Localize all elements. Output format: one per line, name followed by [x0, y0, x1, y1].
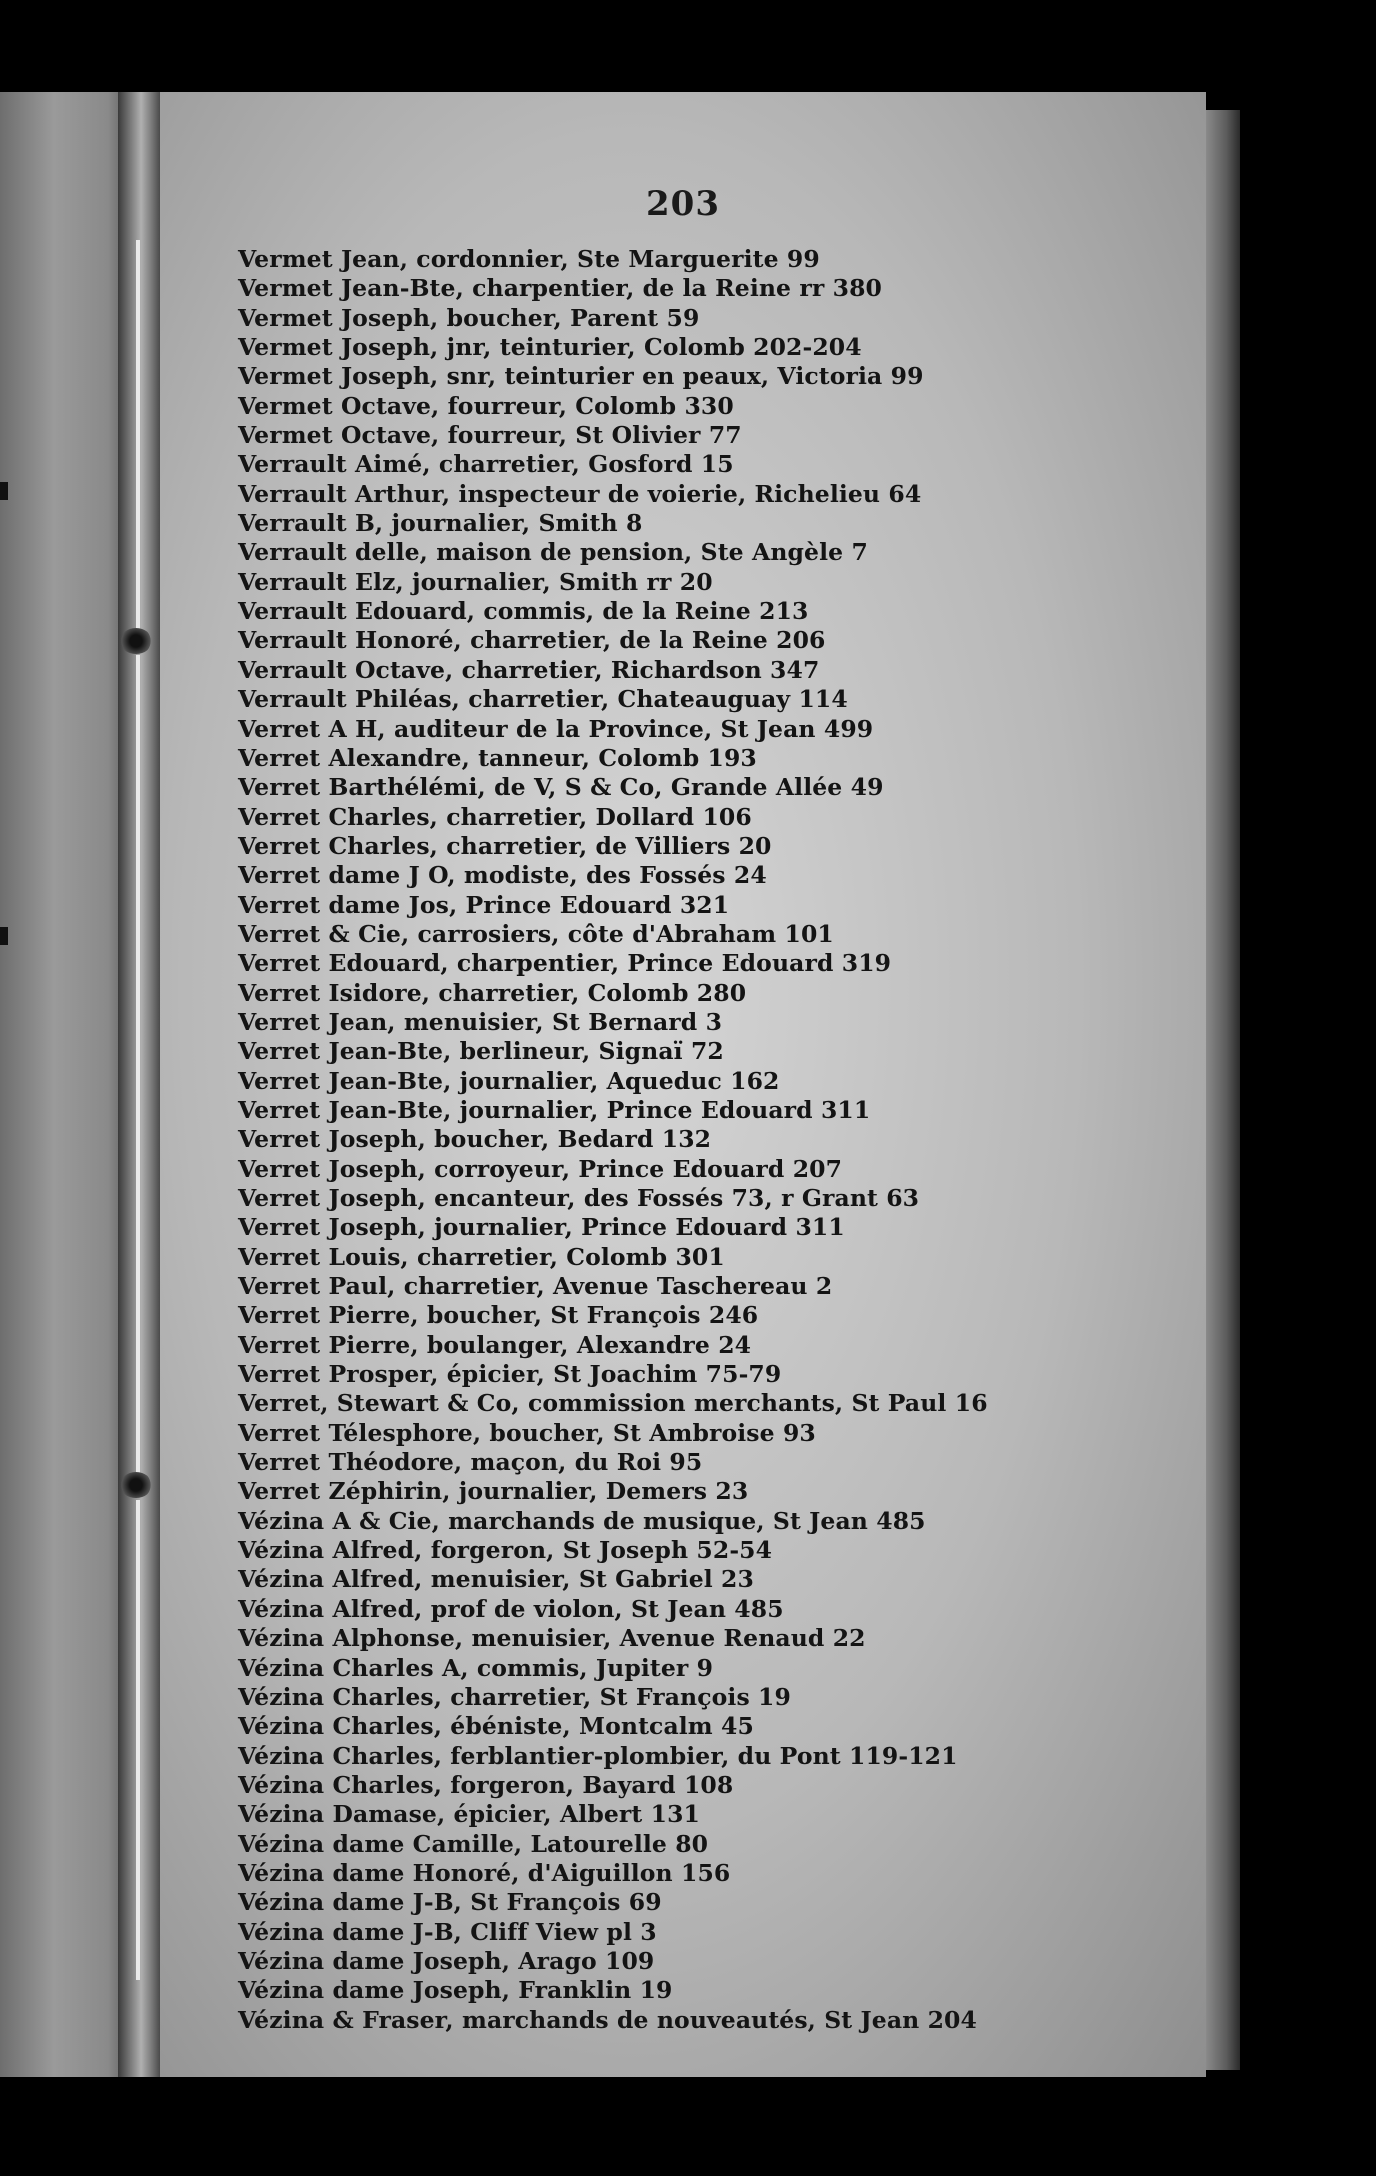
- directory-entry: Verret dame Jos, Prince Edouard 321: [238, 890, 730, 919]
- directory-entry: Vézina A & Cie, marchands de musique, St Jean 485: [238, 1506, 926, 1535]
- directory-entry: Verret Théodore, maçon, du Roi 95: [238, 1448, 703, 1477]
- directory-entry: Vézina Alfred, menuisier, St Gabriel 23: [238, 1565, 754, 1594]
- directory-entry: Verret Paul, charretier, Avenue Taschereau 2: [238, 1272, 833, 1301]
- directory-entry: Verrault Octave, charretier, Richardson 347: [238, 655, 820, 684]
- directory-entry: Vézina Charles, forgeron, Bayard 108: [238, 1770, 734, 1799]
- directory-entry: Vermet Jean-Bte, charpentier, de la Reine rr 380: [238, 274, 882, 303]
- directory-entry: Vézina Charles A, commis, Jupiter 9: [238, 1653, 714, 1682]
- directory-entry: Verrault Edouard, commis, de la Reine 213: [238, 597, 809, 626]
- directory-entry: Vézina Damase, épicier, Albert 131: [238, 1800, 700, 1829]
- directory-entry: Vézina dame Honoré, d'Aiguillon 156: [238, 1858, 731, 1887]
- directory-entry: Vézina dame Joseph, Franklin 19: [238, 1976, 673, 2005]
- facing-page-mark: [0, 927, 8, 945]
- binding-knot: [120, 1472, 152, 1498]
- directory-entry: Verret Jean-Bte, journalier, Prince Edouard 311: [238, 1095, 871, 1124]
- directory-entry: Verret Edouard, charpentier, Prince Edouard 319: [238, 949, 892, 978]
- directory-entry: Verret Alexandre, tanneur, Colomb 193: [238, 743, 757, 772]
- directory-entry: Vermet Octave, fourreur, St Olivier 77: [238, 421, 742, 450]
- directory-entry: Vézina Alfred, forgeron, St Joseph 52-54: [238, 1536, 773, 1565]
- directory-entry: Verret, Stewart & Co, commission merchants, St Paul 16: [238, 1389, 988, 1418]
- directory-entry: Verret Charles, charretier, Dollard 106: [238, 802, 752, 831]
- directory-entry: Verret Jean-Bte, journalier, Aqueduc 162: [238, 1066, 780, 1095]
- facing-page-edge: [0, 92, 135, 2077]
- directory-page: [160, 92, 1206, 2077]
- directory-entry: Verrault Elz, journalier, Smith rr 20: [238, 567, 713, 596]
- directory-entry: Vermet Octave, fourreur, Colomb 330: [238, 391, 734, 420]
- binding-thread: [136, 240, 140, 635]
- directory-entry: Verret Barthélémi, de V, S & Co, Grande Allée 49: [238, 773, 884, 802]
- directory-entry: Vézina dame J-B, Cliff View pl 3: [238, 1917, 657, 1946]
- directory-entry: Verret Joseph, encanteur, des Fossés 73, r Grant 63: [238, 1184, 920, 1212]
- directory-entry: Verrault B, journalier, Smith 8: [238, 509, 643, 538]
- directory-entry: Vézina Charles, ferblantier-plombier, du Pont 119-121: [238, 1741, 958, 1770]
- directory-entry: Verret Prosper, épicier, St Joachim 75-79: [238, 1360, 782, 1389]
- directory-entry: Verret Charles, charretier, de Villiers 20: [238, 831, 772, 860]
- directory-entries: [238, 245, 1198, 2035]
- directory-entry: Vézina Charles, ébéniste, Montcalm 45: [238, 1712, 754, 1741]
- directory-entry: Verret Isidore, charretier, Colomb 280: [238, 978, 747, 1007]
- directory-entry: Verret Pierre, boucher, St François 246: [238, 1301, 759, 1330]
- directory-entry: Vézina dame Camille, Latourelle 80: [238, 1829, 709, 1858]
- page-number: 203: [646, 184, 720, 224]
- directory-entry: Verrault Aimé, charretier, Gosford 15: [238, 450, 734, 479]
- directory-entry: Verret Jean, menuisier, St Bernard 3: [238, 1007, 723, 1036]
- directory-entry: Verrault delle, maison de pension, Ste Angèle 7: [238, 538, 868, 567]
- directory-entry: Verret Joseph, corroyeur, Prince Edouard 207: [238, 1154, 843, 1183]
- directory-entry: Verret Jean-Bte, berlineur, Signaï 72: [238, 1037, 724, 1066]
- directory-entry: Verret A H, auditeur de la Province, St Jean 499: [238, 714, 874, 743]
- directory-entry: Vézina Charles, charretier, St François 19: [238, 1682, 791, 1711]
- directory-entry: Vézina dame J-B, St François 69: [238, 1888, 662, 1917]
- directory-entry: Verret Joseph, journalier, Prince Edouard 311: [238, 1213, 845, 1242]
- directory-entry: Verret Zéphirin, journalier, Demers 23: [238, 1477, 749, 1506]
- directory-entry: Vermet Joseph, jnr, teinturier, Colomb 202-204: [238, 333, 862, 362]
- directory-entry: Verret & Cie, carrosiers, côte d'Abraham 101: [238, 919, 834, 948]
- directory-entry: Vézina dame Joseph, Arago 109: [238, 1946, 655, 1975]
- facing-page-mark: [0, 482, 8, 500]
- directory-entry: Verrault Honoré, charretier, de la Reine 206: [238, 626, 826, 655]
- page-stack-edge: [1206, 110, 1240, 2070]
- directory-entry: Vermet Jean, cordonnier, Ste Marguerite 99: [238, 245, 820, 273]
- binding-thread: [136, 655, 140, 1485]
- directory-entry: Vézina & Fraser, marchands de nouveautés, St Jean 204: [238, 2005, 977, 2034]
- directory-entry: Verret Télesphore, boucher, St Ambroise 93: [238, 1418, 816, 1447]
- directory-entry: Vézina Alfred, prof de violon, St Jean 485: [238, 1594, 784, 1623]
- directory-entry: Verrault Philéas, charretier, Chateauguay 114: [238, 685, 848, 714]
- directory-entry: Verrault Arthur, inspecteur de voierie, Richelieu 64: [238, 479, 922, 508]
- directory-entry: Verret Louis, charretier, Colomb 301: [238, 1242, 725, 1271]
- directory-entry: Vermet Joseph, boucher, Parent 59: [238, 303, 700, 332]
- directory-entry: Verret Joseph, boucher, Bedard 132: [238, 1125, 712, 1154]
- directory-entry: Vermet Joseph, snr, teinturier en peaux, Victoria 99: [238, 362, 924, 391]
- directory-entry: Verret dame J O, modiste, des Fossés 24: [238, 861, 767, 890]
- directory-entry: Verret Pierre, boulanger, Alexandre 24: [238, 1330, 752, 1359]
- binding-thread: [136, 1500, 140, 1980]
- binding-knot: [120, 628, 152, 654]
- directory-entry: Vézina Alphonse, menuisier, Avenue Renaud 22: [238, 1624, 866, 1653]
